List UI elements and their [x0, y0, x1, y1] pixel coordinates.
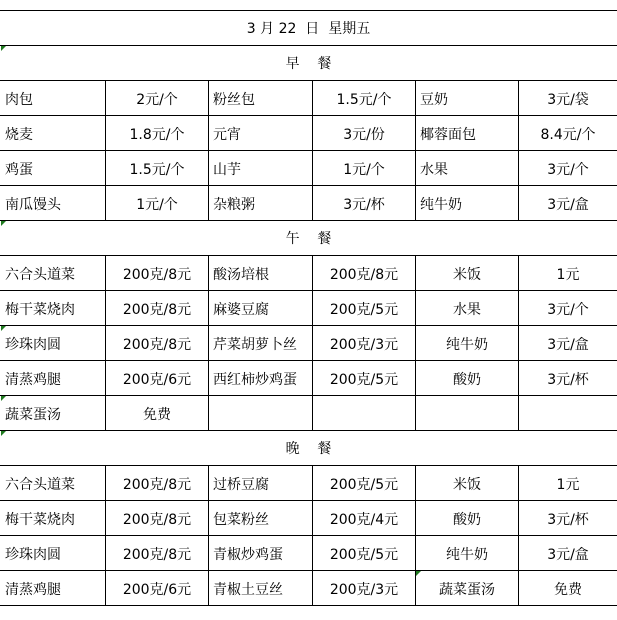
lunch-cell[interactable]: 200克/8元: [122, 301, 192, 318]
lunch-cell[interactable]: 200克/8元: [122, 336, 192, 353]
dinner-cell[interactable]: 青椒土豆丝: [213, 581, 283, 598]
grid-line-vertical: [312, 185, 313, 221]
dinner-cell[interactable]: 包菜粉丝: [213, 511, 269, 528]
dinner-cell[interactable]: 过桥豆腐: [213, 476, 269, 493]
grid-line-vertical: [415, 150, 416, 186]
lunch-cell[interactable]: 200克/5元: [329, 371, 399, 388]
grid-line-vertical: [105, 115, 106, 151]
grid-line-vertical: [518, 465, 519, 501]
lunch-cell[interactable]: 200克/8元: [122, 266, 192, 283]
grid-line-vertical: [105, 465, 106, 501]
lunch-cell[interactable]: 清蒸鸡腿: [5, 371, 61, 388]
dinner-cell[interactable]: 200克/6元: [122, 581, 192, 598]
grid-line-vertical: [518, 290, 519, 326]
lunch-cell[interactable]: 西红柿炒鸡蛋: [213, 371, 297, 388]
cell-comment-marker: [1, 221, 6, 226]
grid-line-vertical: [312, 115, 313, 151]
lunch-cell[interactable]: 3元/盒: [547, 336, 589, 353]
breakfast-cell[interactable]: 烧麦: [5, 126, 33, 143]
cell-comment-marker: [1, 326, 6, 331]
lunch-cell[interactable]: 200克/3元: [329, 336, 399, 353]
grid-line-vertical: [518, 570, 519, 606]
grid-line-vertical: [105, 500, 106, 536]
grid-line-vertical: [415, 290, 416, 326]
lunch-cell[interactable]: [519, 396, 617, 431]
grid-line-vertical: [105, 535, 106, 571]
lunch-cell[interactable]: 200克/6元: [122, 371, 192, 388]
lunch-cell[interactable]: 3元/杯: [547, 371, 589, 388]
dinner-cell[interactable]: 200克/4元: [329, 511, 399, 528]
grid-line-vertical: [415, 570, 416, 606]
breakfast-cell[interactable]: 豆奶: [420, 91, 448, 108]
grid-line-vertical: [312, 80, 313, 116]
grid-line-vertical: [518, 325, 519, 361]
lunch-cell[interactable]: 1元: [556, 266, 580, 283]
grid-line-horizontal: [0, 605, 617, 606]
lunch-cell[interactable]: 蔬菜蛋汤: [5, 406, 61, 423]
dinner-cell[interactable]: 1元: [556, 476, 580, 493]
breakfast-cell[interactable]: 元宵: [213, 126, 241, 143]
grid-line-vertical: [415, 115, 416, 151]
breakfast-cell[interactable]: 3元/个: [547, 161, 589, 178]
grid-line-vertical: [415, 80, 416, 116]
lunch-cell[interactable]: 六合头道菜: [5, 266, 75, 283]
breakfast-cell[interactable]: 2元/个: [136, 91, 178, 108]
dinner-cell[interactable]: 清蒸鸡腿: [5, 581, 61, 598]
grid-line-vertical: [415, 185, 416, 221]
dinner-cell[interactable]: 3元/杯: [547, 511, 589, 528]
grid-line-vertical: [518, 115, 519, 151]
dinner-cell[interactable]: 蔬菜蛋汤: [439, 581, 495, 598]
lunch-cell[interactable]: 200克/5元: [329, 301, 399, 318]
grid-line-vertical: [208, 465, 209, 501]
grid-line-vertical: [415, 360, 416, 396]
grid-line-vertical: [518, 150, 519, 186]
grid-line-vertical: [312, 290, 313, 326]
breakfast-title[interactable]: 早 餐: [285, 55, 332, 72]
lunch-cell[interactable]: [416, 396, 518, 431]
grid-line-vertical: [208, 80, 209, 116]
grid-line-vertical: [415, 535, 416, 571]
lunch-cell[interactable]: 水果: [453, 301, 481, 318]
lunch-cell[interactable]: 麻婆豆腐: [213, 301, 269, 318]
grid-line-vertical: [415, 500, 416, 536]
breakfast-cell[interactable]: 3元/杯: [343, 196, 385, 213]
grid-line-vertical: [208, 325, 209, 361]
grid-line-vertical: [312, 395, 313, 431]
grid-line-vertical: [208, 500, 209, 536]
grid-line-vertical: [312, 570, 313, 606]
grid-line-vertical: [518, 255, 519, 291]
lunch-cell[interactable]: 酸奶: [453, 371, 481, 388]
grid-line-vertical: [518, 185, 519, 221]
grid-line-vertical: [105, 570, 106, 606]
grid-line-vertical: [105, 80, 106, 116]
breakfast-cell[interactable]: 椰蓉面包: [420, 126, 476, 143]
grid-line-vertical: [312, 360, 313, 396]
grid-line-vertical: [312, 535, 313, 571]
grid-line-vertical: [415, 255, 416, 291]
grid-line-vertical: [518, 360, 519, 396]
grid-line-vertical: [208, 360, 209, 396]
cell-comment-marker: [1, 396, 6, 401]
grid-line-vertical: [208, 570, 209, 606]
breakfast-cell[interactable]: 粉丝包: [213, 91, 255, 108]
breakfast-cell[interactable]: 1.5元/个: [129, 161, 185, 178]
cell-comment-marker: [1, 46, 6, 51]
breakfast-cell[interactable]: 1.5元/个: [336, 91, 392, 108]
dinner-cell[interactable]: 珍珠肉圆: [5, 546, 61, 563]
dinner-cell[interactable]: 梅干菜烧肉: [5, 511, 75, 528]
grid-line-vertical: [518, 500, 519, 536]
breakfast-cell[interactable]: 纯牛奶: [420, 196, 462, 213]
dinner-cell[interactable]: 酸奶: [453, 511, 481, 528]
grid-line-vertical: [208, 535, 209, 571]
breakfast-cell[interactable]: 鸡蛋: [5, 161, 33, 178]
breakfast-cell[interactable]: 3元/份: [343, 126, 385, 143]
grid-line-vertical: [208, 150, 209, 186]
dinner-cell[interactable]: 200克/8元: [122, 546, 192, 563]
grid-line-vertical: [105, 185, 106, 221]
grid-line-vertical: [415, 395, 416, 431]
cell-comment-marker: [416, 571, 421, 576]
grid-line-vertical: [415, 465, 416, 501]
dinner-cell[interactable]: 200克/3元: [329, 581, 399, 598]
breakfast-cell[interactable]: 8.4元/个: [540, 126, 596, 143]
breakfast-cell[interactable]: 1元/个: [343, 161, 385, 178]
breakfast-cell[interactable]: 杂粮粥: [213, 196, 255, 213]
grid-line-vertical: [105, 150, 106, 186]
cell-comment-marker: [1, 431, 6, 436]
breakfast-cell[interactable]: 水果: [420, 161, 448, 178]
grid-line-vertical: [208, 185, 209, 221]
grid-line-vertical: [208, 290, 209, 326]
lunch-cell[interactable]: 珍珠肉圆: [5, 336, 61, 353]
dinner-cell[interactable]: 免费: [554, 581, 582, 598]
grid-line-vertical: [208, 395, 209, 431]
dinner-cell[interactable]: 200克/8元: [122, 476, 192, 493]
grid-line-vertical: [105, 255, 106, 291]
grid-line-vertical: [105, 325, 106, 361]
breakfast-cell[interactable]: 山芋: [213, 161, 241, 178]
dinner-cell[interactable]: 200克/8元: [122, 511, 192, 528]
lunch-cell[interactable]: 200克/8元: [329, 266, 399, 283]
dinner-title[interactable]: 晚 餐: [285, 440, 332, 457]
lunch-cell[interactable]: 免费: [143, 406, 171, 423]
grid-line-vertical: [105, 360, 106, 396]
lunch-cell[interactable]: 芹菜胡萝卜丝: [213, 336, 297, 353]
dinner-cell[interactable]: 200克/5元: [329, 546, 399, 563]
lunch-cell[interactable]: 纯牛奶: [446, 336, 488, 353]
grid-line-vertical: [518, 535, 519, 571]
lunch-cell[interactable]: 梅干菜烧肉: [5, 301, 75, 318]
lunch-cell[interactable]: 酸汤培根: [213, 266, 269, 283]
lunch-cell[interactable]: [209, 396, 312, 431]
breakfast-cell[interactable]: 3元/袋: [547, 91, 589, 108]
grid-line-vertical: [312, 255, 313, 291]
dinner-cell[interactable]: 200克/5元: [329, 476, 399, 493]
lunch-cell[interactable]: [313, 396, 415, 431]
lunch-cell[interactable]: 3元/个: [547, 301, 589, 318]
grid-line-vertical: [312, 325, 313, 361]
grid-line-vertical: [518, 395, 519, 431]
breakfast-cell[interactable]: 南瓜馒头: [5, 196, 61, 213]
grid-line-vertical: [105, 395, 106, 431]
grid-line-vertical: [105, 290, 106, 326]
date-header[interactable]: 3 月 22 日 星期五: [246, 20, 371, 37]
grid-line-vertical: [312, 465, 313, 501]
grid-line-vertical: [208, 115, 209, 151]
dinner-cell[interactable]: 3元/盒: [547, 546, 589, 563]
breakfast-cell[interactable]: 1元/个: [136, 196, 178, 213]
lunch-title[interactable]: 午 餐: [285, 230, 332, 247]
grid-line-vertical: [208, 255, 209, 291]
lunch-cell[interactable]: 米饭: [453, 266, 481, 283]
grid-line-vertical: [312, 150, 313, 186]
dinner-cell[interactable]: 米饭: [453, 476, 481, 493]
breakfast-cell[interactable]: 肉包: [5, 91, 33, 108]
breakfast-cell[interactable]: 3元/盒: [547, 196, 589, 213]
dinner-cell[interactable]: 青椒炒鸡蛋: [213, 546, 283, 563]
grid-line-vertical: [415, 325, 416, 361]
dinner-cell[interactable]: 纯牛奶: [446, 546, 488, 563]
dinner-cell[interactable]: 六合头道菜: [5, 476, 75, 493]
grid-line-vertical: [312, 500, 313, 536]
breakfast-cell[interactable]: 1.8元/个: [129, 126, 185, 143]
grid-line-vertical: [518, 80, 519, 116]
